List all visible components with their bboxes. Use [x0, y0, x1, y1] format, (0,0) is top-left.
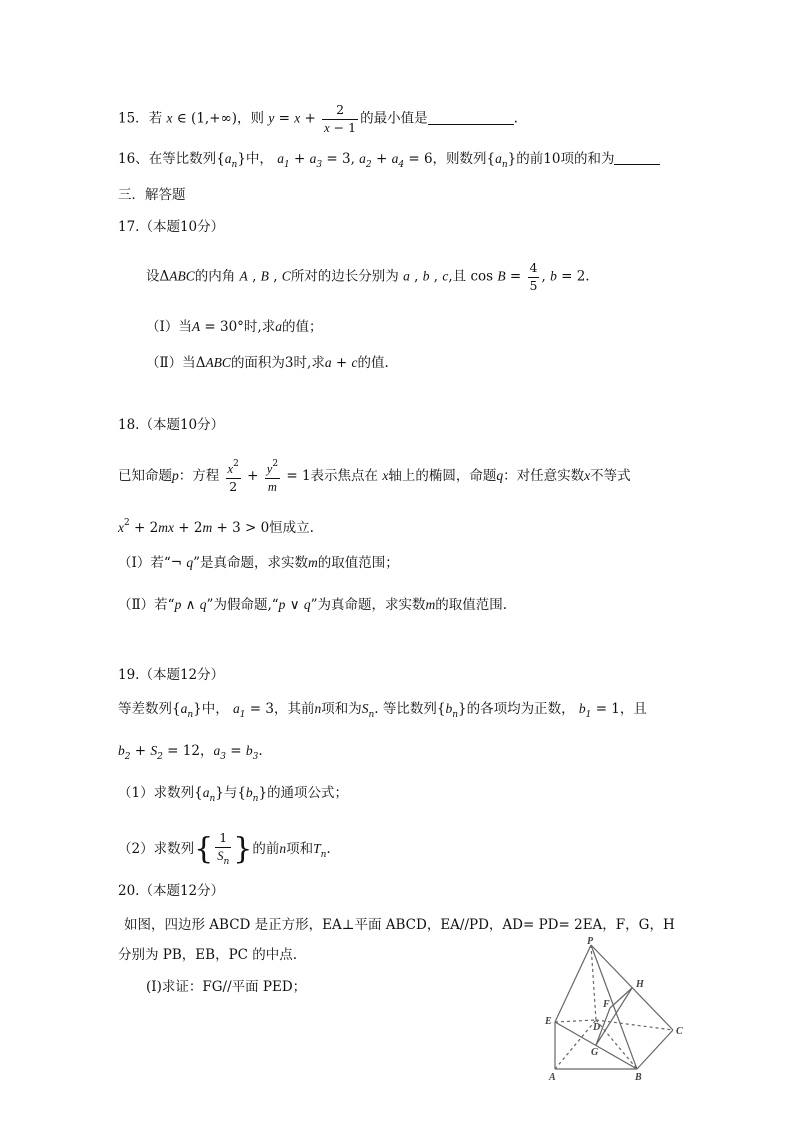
question-19-part-2: （2）求数列{ $\frac{1}{S_n}$ }的前n项和$T_n$.: [118, 830, 331, 867]
fraction: $\frac{x^2}{2}$: [227, 459, 239, 494]
question-17-part-2: （Ⅱ）当ΔABC的面积为3时,求a + c的值.: [146, 355, 389, 371]
label-H: H: [636, 979, 644, 990]
answer-blank[interactable]: [614, 150, 660, 165]
question-18-part-2: （Ⅱ）若“p ∧ q”为假命题,“p ∨ q”为真命题，求实数m的取值范围.: [118, 597, 508, 613]
label-E: E: [545, 1016, 552, 1027]
question-18-stem-2: $x^2 + 2mx + 2m + 3 > 0$恒成立.: [118, 518, 314, 536]
question-17-header: 17.（本题10分）: [118, 219, 225, 235]
question-20-stem-2: 分别为 PB，EB，PC 的中点.: [118, 947, 298, 963]
label-A: A: [549, 1072, 556, 1083]
geometry-figure: [535, 935, 695, 1085]
question-19-stem-2: $b_2 + S_2 = 12$，$a_3 = b_3$.: [118, 743, 263, 762]
answer-blank[interactable]: [428, 110, 514, 125]
question-19-part-1: （1）求数列$\{a_n\}$与$\{b_n\}$的通项公式；: [118, 785, 349, 804]
question-18-header: 18.（本题10分）: [118, 417, 225, 433]
question-18-part-1: （Ⅰ）若“¬ q”是真命题，求实数m的取值范围；: [118, 555, 399, 571]
label-P: P: [587, 936, 594, 947]
fraction: $\frac{4}{5}$: [529, 260, 538, 293]
label-C: C: [676, 1026, 683, 1037]
question-16: 16、在等比数列$\{a_n\}$中， $a_1 + a_3 = 3$, $a_2 + a_4 = 6$，则数列$\{a_n\}$的前10项的和为: [118, 148, 660, 176]
question-20-header: 20.（本题12分）: [118, 883, 225, 899]
section-heading: 三．解答题: [118, 187, 186, 203]
question-18-stem-1: 已知命题p：方程 $\frac{x^2}{2}$ + $\frac{y^2}{m}$ = 1表示焦点在 x轴上的椭圆，命题q：对任意实数x不等式: [118, 459, 631, 494]
math: x: [166, 110, 173, 126]
question-17-stem: 设ΔABC的内角 A , B , C所对的边长分别为 a , b , c,且 cos B = $\frac{4}{5}$ , b = 2.: [146, 260, 590, 293]
question-19-header: 19.（本题12分）: [118, 667, 225, 683]
label-D: D: [593, 1022, 601, 1033]
question-20-stem-1: 如图，四边形 ABCD 是正方形，EA⊥平面 ABCD，EA//PD，AD= PD= 2EA，F，G，H: [124, 917, 675, 933]
question-15: 15．若 x ∈ (1,+∞)，则 y = x + $\frac{2}{x - 1}$ 的最小值是 .: [118, 102, 518, 135]
fraction: $\frac{2}{x - 1}$: [324, 102, 357, 135]
fraction: $\frac{1}{S_n}$: [217, 830, 230, 867]
label-G: G: [591, 1047, 599, 1058]
question-20-part-1: (Ⅰ)求证：FG//平面 PED；: [146, 979, 307, 995]
question-17-part-1: （Ⅰ）当A = 30°时,求a的值；: [146, 319, 323, 335]
fraction: $\frac{y^2}{m}$: [266, 459, 279, 494]
label-B: B: [635, 1072, 642, 1083]
question-19-stem-1: 等差数列$\{a_n\}$中， $a_1 = 3$，其前n项和为$S_n$. 等比数列$\{b_n\}$的各项均为正数， $b_1 = 1$，且: [118, 701, 647, 720]
label-F: F: [603, 999, 610, 1010]
